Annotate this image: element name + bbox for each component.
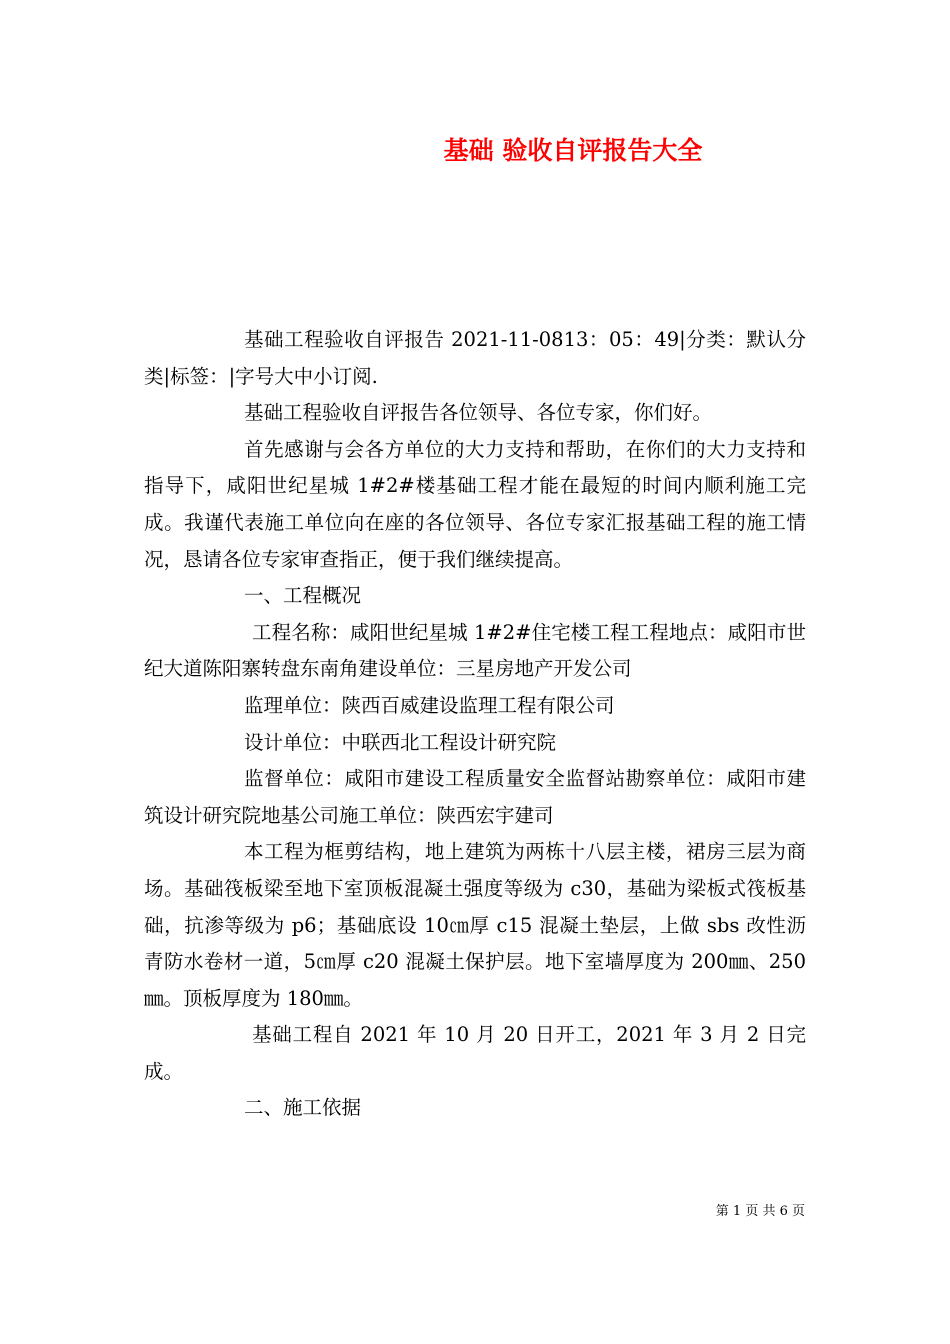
- paragraph-design-unit: 设计单位：中联西北工程设计研究院: [244, 730, 557, 754]
- paragraph-oversight-unit: 监督单位：咸阳市建设工程质量安全监督站勘察单位：咸阳市建筑设计研究院地基公司施工单位：陕西宏宇建司: [144, 767, 806, 827]
- paragraph-project-name: 工程名称：咸阳世纪星城 1#2#住宅楼工程工程地点：咸阳市世纪大道陈阳寨转盘东南角建设单位：三星房地产开发公司: [144, 620, 806, 681]
- section-heading-overview: 一、工程概况: [244, 584, 362, 608]
- document-body: [144, 322, 806, 1127]
- paragraph-schedule: 基础工程自 2021 年 10 月 20 日开工，2021 年 3 月 2 日完成。: [144, 1023, 806, 1083]
- paragraph-structure: 本工程为框剪结构，地上建筑为两栋十八层主楼，裙房三层为商场。基础筏板梁至地下室顶板混凝土强度等级为 c30，基础为梁板式筏板基础，抗渗等级为 p6；基础底设 10㎝厚 c15 混凝土垫层，上做 sbs 改性沥青防水卷材一道，5㎝厚 c20 混凝土保护层。地下室墙厚度为 200㎜、250㎜。顶板厚度为 180㎜。: [144, 840, 806, 1010]
- document-title: 基础 验收自评报告大全: [443, 136, 703, 165]
- paragraph-supervision-unit: 监理单位：陕西百威建设监理工程有限公司: [244, 693, 615, 717]
- paragraph-metadata: 基础工程验收自评报告 2021-11-0813：05：49|分类：默认分类|标签：|字号大中小订阅.: [144, 328, 806, 388]
- paragraph-thanks: 首先感谢与会各方单位的大力支持和帮助，在你们的大力支持和指导下，咸阳世纪星城 1#2#楼基础工程才能在最短的时间内顺利施工完成。我谨代表施工单位向在座的各位领导、各位专家汇报基础工程的施工情况，恳请各位专家审查指正，便于我们继续提高。: [144, 437, 806, 571]
- paragraph-greeting: 基础工程验收自评报告各位领导、各位专家，你们好。: [244, 401, 713, 425]
- page-number-footer: 第 1 页 共 6 页: [715, 1204, 805, 1219]
- section-heading-basis: 二、施工依据: [244, 1096, 362, 1120]
